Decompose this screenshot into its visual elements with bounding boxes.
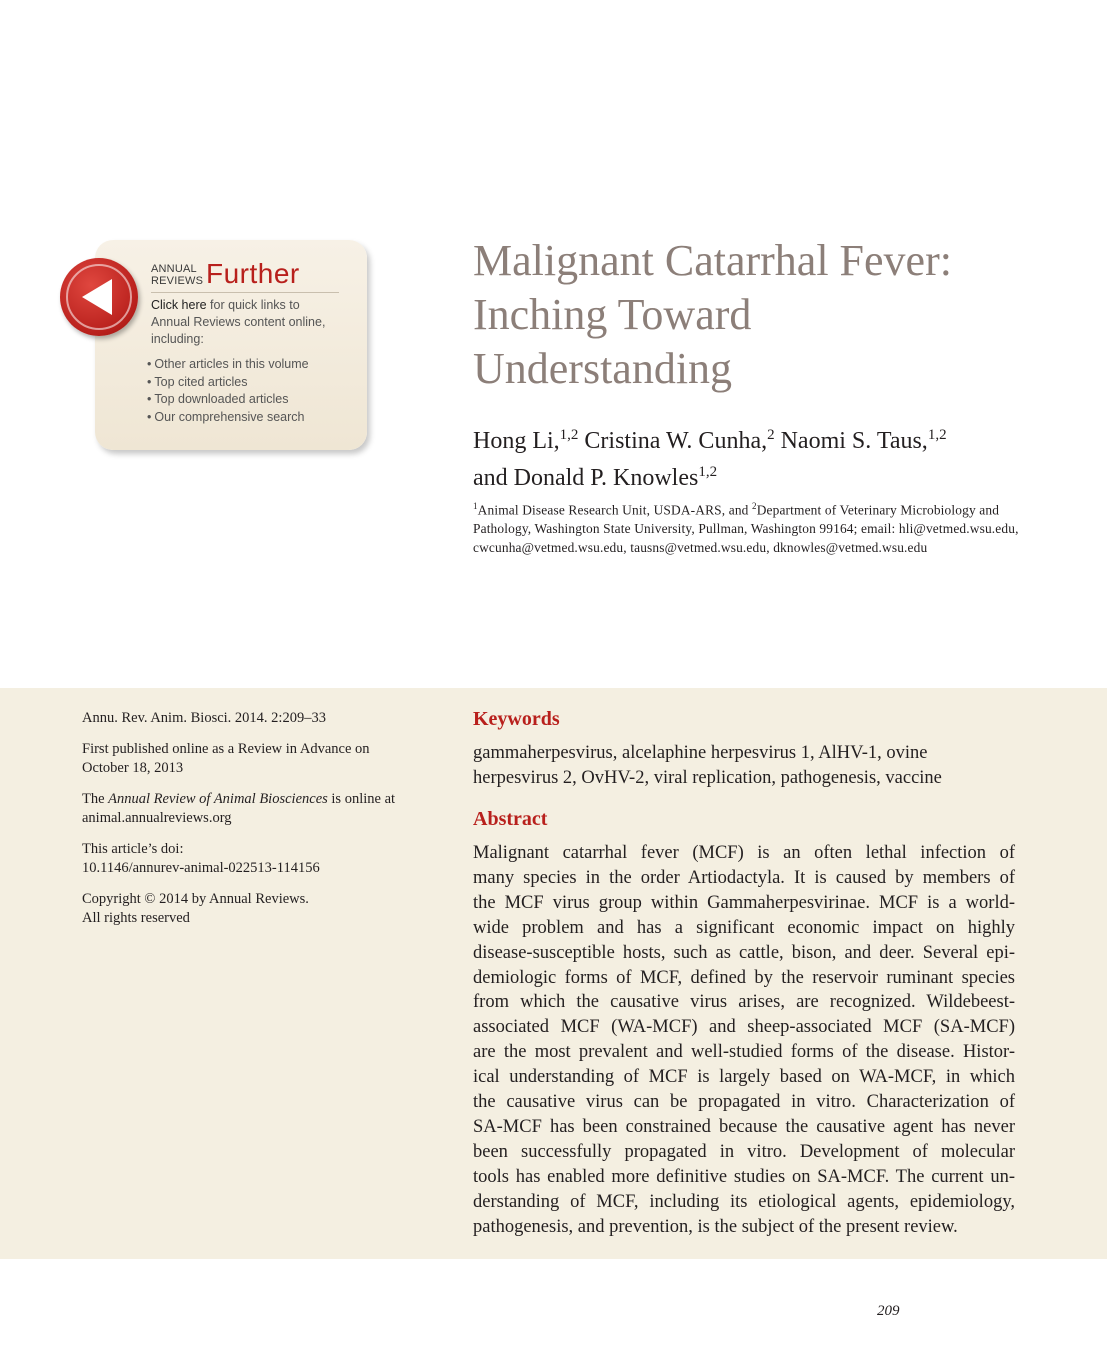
rights: All rights reserved bbox=[82, 910, 190, 926]
annual-reviews-brand bbox=[151, 263, 203, 287]
author-list bbox=[473, 420, 1073, 494]
copyright-block bbox=[82, 890, 412, 929]
abstract-heading: Abstract bbox=[473, 808, 548, 830]
abstract-line: the causative virus can be propagated in vitro. Characterization of bbox=[473, 1092, 1015, 1113]
author-emails: email: hli@vetmed.wsu.edu, cwcunha@vetmed.wsu.edu, tausns@vetmed.wsu.edu, dknowles@vetmed.wsu.edu bbox=[473, 521, 1019, 555]
doi-block bbox=[82, 840, 412, 879]
abstract-line: disease-susceptible hosts, such as cattle, bison, and deer. Several epi- bbox=[473, 942, 1015, 963]
affiliation-sup: 1 bbox=[473, 501, 478, 511]
abstract-line: ical understanding of MCF is largely based on WA-MCF, in which bbox=[473, 1067, 1015, 1088]
further-link-top-cited[interactable]: • Top cited articles bbox=[147, 374, 309, 392]
article-title-line: Inching Toward bbox=[473, 290, 752, 339]
author-name: and Donald P. Knowles bbox=[473, 465, 699, 491]
publication-meta bbox=[82, 709, 412, 940]
author-affiliation-sup: 1,2 bbox=[559, 427, 579, 443]
abstract-line: Malignant catarrhal fever (MCF) is an often lethal infection of bbox=[473, 843, 1015, 863]
keywords-heading: Keywords bbox=[473, 708, 560, 730]
brand-bottom: REVIEWS bbox=[151, 275, 204, 287]
author-name: Naomi S. Taus, bbox=[774, 428, 928, 454]
abstract-line: demiologic forms of MCF, defined by the reservoir ruminant species bbox=[473, 967, 1015, 988]
further-link-badge[interactable] bbox=[60, 258, 138, 336]
further-divider bbox=[151, 292, 339, 293]
abstract-line: SA-MCF has been constrained because the causative agent has never bbox=[473, 1116, 1015, 1137]
article-title-line: Malignant Catarrhal Fever: bbox=[473, 236, 952, 285]
further-intro-line-2: Annual Reviews content online, bbox=[151, 315, 326, 329]
journal-online-note bbox=[82, 790, 412, 829]
keywords-text: gammaherpesvirus, alcelaphine herpesvirus 1, AlHV-1, ovine herpesvirus 2, OvHV-2, viral replication, pathogenesis, vaccine bbox=[473, 743, 942, 788]
affiliation-block bbox=[473, 497, 1033, 558]
author-name: Cristina W. Cunha, bbox=[578, 428, 768, 454]
abstract-line: wide problem and has a significant economic impact on highly bbox=[473, 917, 1015, 938]
abstract-line: the MCF virus group within Gammaherpesvirinae. MCF is a world- bbox=[473, 892, 1015, 913]
further-links-list bbox=[147, 356, 309, 426]
author-affiliation-sup: 2 bbox=[767, 427, 775, 443]
click-here-link[interactable]: Click here bbox=[151, 298, 207, 312]
abstract-line: been successfully propagated in vitro. Development of molecular bbox=[473, 1141, 1015, 1162]
published-date: First published online as a Review in Advance on October 18, 2013 bbox=[82, 740, 370, 776]
author-name: Hong Li, bbox=[473, 428, 560, 454]
further-link-top-downloaded[interactable]: • Top downloaded articles bbox=[147, 391, 309, 409]
further-intro-text: for quick links to bbox=[206, 298, 300, 312]
abstract-text bbox=[473, 841, 1015, 1240]
further-link-other-articles[interactable]: • Other articles in this volume bbox=[147, 356, 309, 374]
copyright: Copyright © 2014 by Annual Reviews. bbox=[82, 890, 309, 907]
author-affiliation-sup: 1,2 bbox=[698, 464, 718, 480]
journal-name: Annual Review of Animal Biosciences bbox=[108, 790, 328, 807]
doi-value: 10.1146/annurev-animal-022513-114156 bbox=[82, 860, 320, 876]
abstract-line: derstanding of MCF, including its etiological agents, epidemiology, bbox=[473, 1191, 1015, 1212]
article-title-line: Understanding bbox=[473, 344, 733, 393]
abstract-line: from which the causative virus arises, are recognized. Wildebeest- bbox=[473, 992, 1015, 1013]
abstract-line: pathogenesis, and prevention, is the subject of the present review. bbox=[473, 1216, 958, 1237]
online-pre: The bbox=[82, 790, 109, 807]
page-number: 209 bbox=[877, 1303, 900, 1319]
citation: Annu. Rev. Anim. Biosci. 2014. 2:209–33 bbox=[82, 710, 326, 726]
abstract-line: associated MCF (WA-MCF) and sheep-associated MCF (SA-MCF) bbox=[473, 1017, 1015, 1038]
further-intro bbox=[151, 297, 351, 348]
online-post: is online at animal.annualreviews.org bbox=[82, 790, 396, 826]
article-title bbox=[473, 234, 1073, 396]
further-intro-line-3: including: bbox=[151, 332, 204, 346]
further-title: Further bbox=[206, 258, 300, 289]
affiliation-text: Department of Veterinary Microbiology and Pathology, Washington State University, Pullman, Washington 99164; bbox=[473, 502, 1000, 537]
abstract-line: tools has enabled more definitive studies on SA-MCF. The current un- bbox=[473, 1166, 1015, 1187]
brand-top: ANNUAL bbox=[151, 263, 197, 275]
abstract-line: many species in the order Artiodactyla. It is caused by members of bbox=[473, 867, 1015, 888]
affiliation-sup: 2 bbox=[752, 501, 757, 511]
author-affiliation-sup: 1,2 bbox=[927, 427, 947, 443]
doi-label: This article’s doi: bbox=[82, 840, 184, 857]
affiliation-text: Animal Disease Research Unit, USDA-ARS, and bbox=[477, 502, 753, 518]
further-link-search[interactable]: • Our comprehensive search bbox=[147, 409, 309, 427]
abstract-line: are the most prevalent and well-studied forms of the disease. Histor- bbox=[473, 1042, 1015, 1063]
